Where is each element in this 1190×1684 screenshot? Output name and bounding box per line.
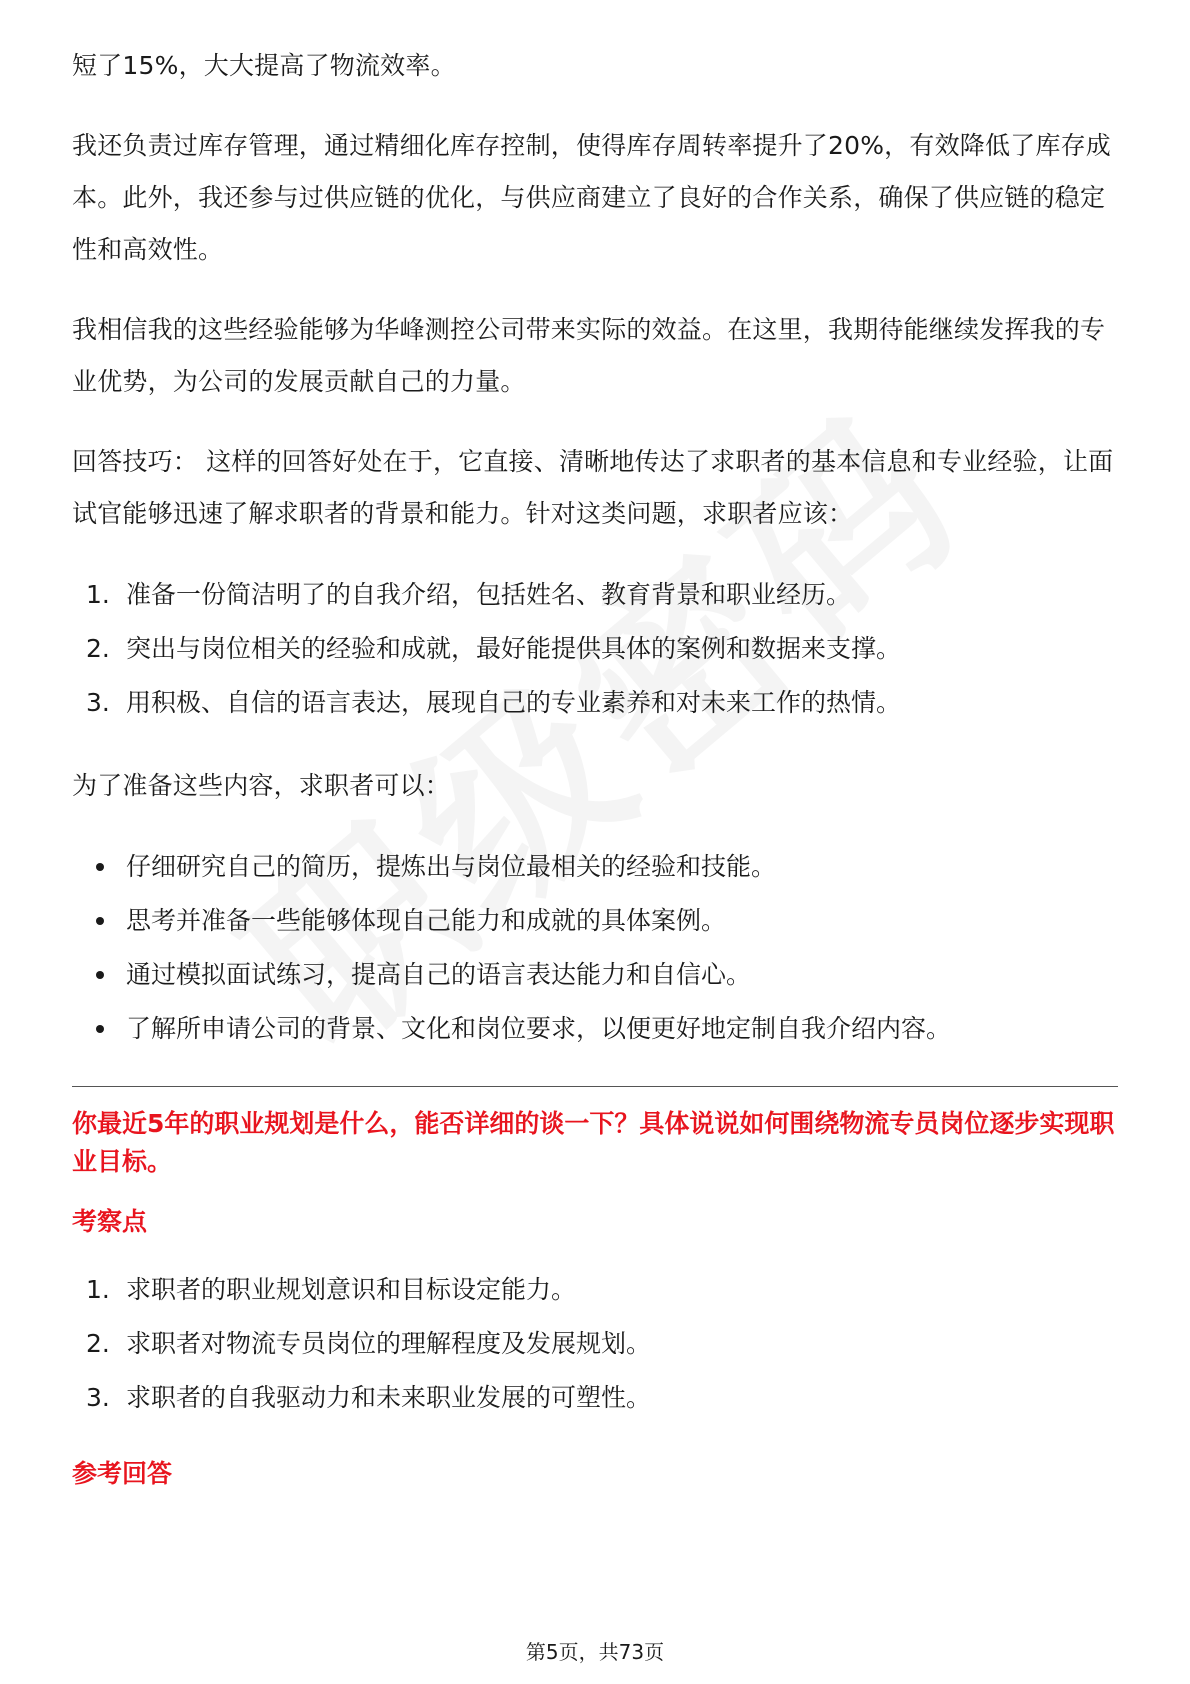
list-item bbox=[72, 948, 1118, 1002]
list-item bbox=[72, 1002, 1118, 1056]
question-heading: 你最近5年的职业规划是什么，能否详细的谈一下？具体说说如何围绕物流专员岗位逐步实现职业目标。 bbox=[72, 1109, 1115, 1176]
document-page bbox=[72, 40, 1118, 1515]
list-item bbox=[72, 840, 1118, 894]
list-item-text: 求职者对物流专员岗位的理解程度及发展规划。 bbox=[126, 1329, 652, 1358]
list-item-text: 了解所申请公司的背景、文化和岗位要求，以便更好地定制自我介绍内容。 bbox=[126, 1014, 952, 1043]
list-number: 1. bbox=[86, 580, 110, 609]
list-item-text: 仔细研究自己的简历，提炼出与岗位最相关的经验和技能。 bbox=[126, 852, 777, 881]
list-item bbox=[72, 894, 1118, 948]
prep-bullet-list bbox=[72, 840, 1118, 1056]
list-number: 2. bbox=[86, 1329, 110, 1358]
paragraph-inventory: 我还负责过库存管理，通过精细化库存控制，使得库存周转率提升了20%，有效降低了库存成本。此外，我还参与过供应链的优化，与供应商建立了良好的合作关系，确保了供应链的稳定性和高效性。 bbox=[72, 131, 1111, 264]
list-number: 3. bbox=[86, 1383, 110, 1412]
list-item-text: 求职者的职业规划意识和目标设定能力。 bbox=[126, 1275, 577, 1304]
list-item bbox=[72, 676, 1118, 730]
section-divider bbox=[72, 1086, 1118, 1087]
bullet-icon bbox=[96, 971, 104, 979]
list-item-text: 思考并准备一些能够体现自己能力和成就的具体案例。 bbox=[126, 906, 727, 935]
list-item-text: 通过模拟面试练习，提高自己的语言表达能力和自信心。 bbox=[126, 960, 752, 989]
list-number: 1. bbox=[86, 1275, 110, 1304]
list-item-text: 求职者的自我驱动力和未来职业发展的可塑性。 bbox=[126, 1383, 652, 1412]
paragraph-belief: 我相信我的这些经验能够为华峰测控公司带来实际的效益。在这里，我期待能继续发挥我的专业优势，为公司的发展贡献自己的力量。 bbox=[72, 315, 1106, 396]
paragraph-continuation: 短了15%，大大提高了物流效率。 bbox=[72, 51, 456, 80]
list-item bbox=[72, 1371, 1118, 1425]
paragraph-prep-intro: 为了准备这些内容，求职者可以： bbox=[72, 771, 451, 800]
list-item-text: 准备一份简洁明了的自我介绍，包括姓名、教育背景和职业经历。 bbox=[126, 580, 852, 609]
list-item bbox=[72, 622, 1118, 676]
list-item bbox=[72, 1263, 1118, 1317]
focus-numbered-list bbox=[72, 1263, 1118, 1425]
bullet-icon bbox=[96, 1025, 104, 1033]
bullet-icon bbox=[96, 863, 104, 871]
paragraph-answer-tips: 回答技巧： 这样的回答好处在于，它直接、清晰地传达了求职者的基本信息和专业经验，让面试官能够迅速了解求职者的背景和能力。针对这类问题，求职者应该： bbox=[72, 447, 1114, 528]
page-footer: 第5页，共73页 bbox=[525, 1640, 665, 1664]
tips-numbered-list bbox=[72, 568, 1118, 730]
answer-heading: 参考回答 bbox=[72, 1459, 173, 1488]
list-item-text: 突出与岗位相关的经验和成就，最好能提供具体的案例和数据来支撑。 bbox=[126, 634, 902, 663]
focus-heading: 考察点 bbox=[72, 1207, 148, 1236]
list-item-text: 用积极、自信的语言表达，展现自己的专业素养和对未来工作的热情。 bbox=[126, 688, 902, 717]
list-item bbox=[72, 1317, 1118, 1371]
list-number: 2. bbox=[86, 634, 110, 663]
list-number: 3. bbox=[86, 688, 110, 717]
bullet-icon bbox=[96, 917, 104, 925]
list-item bbox=[72, 568, 1118, 622]
